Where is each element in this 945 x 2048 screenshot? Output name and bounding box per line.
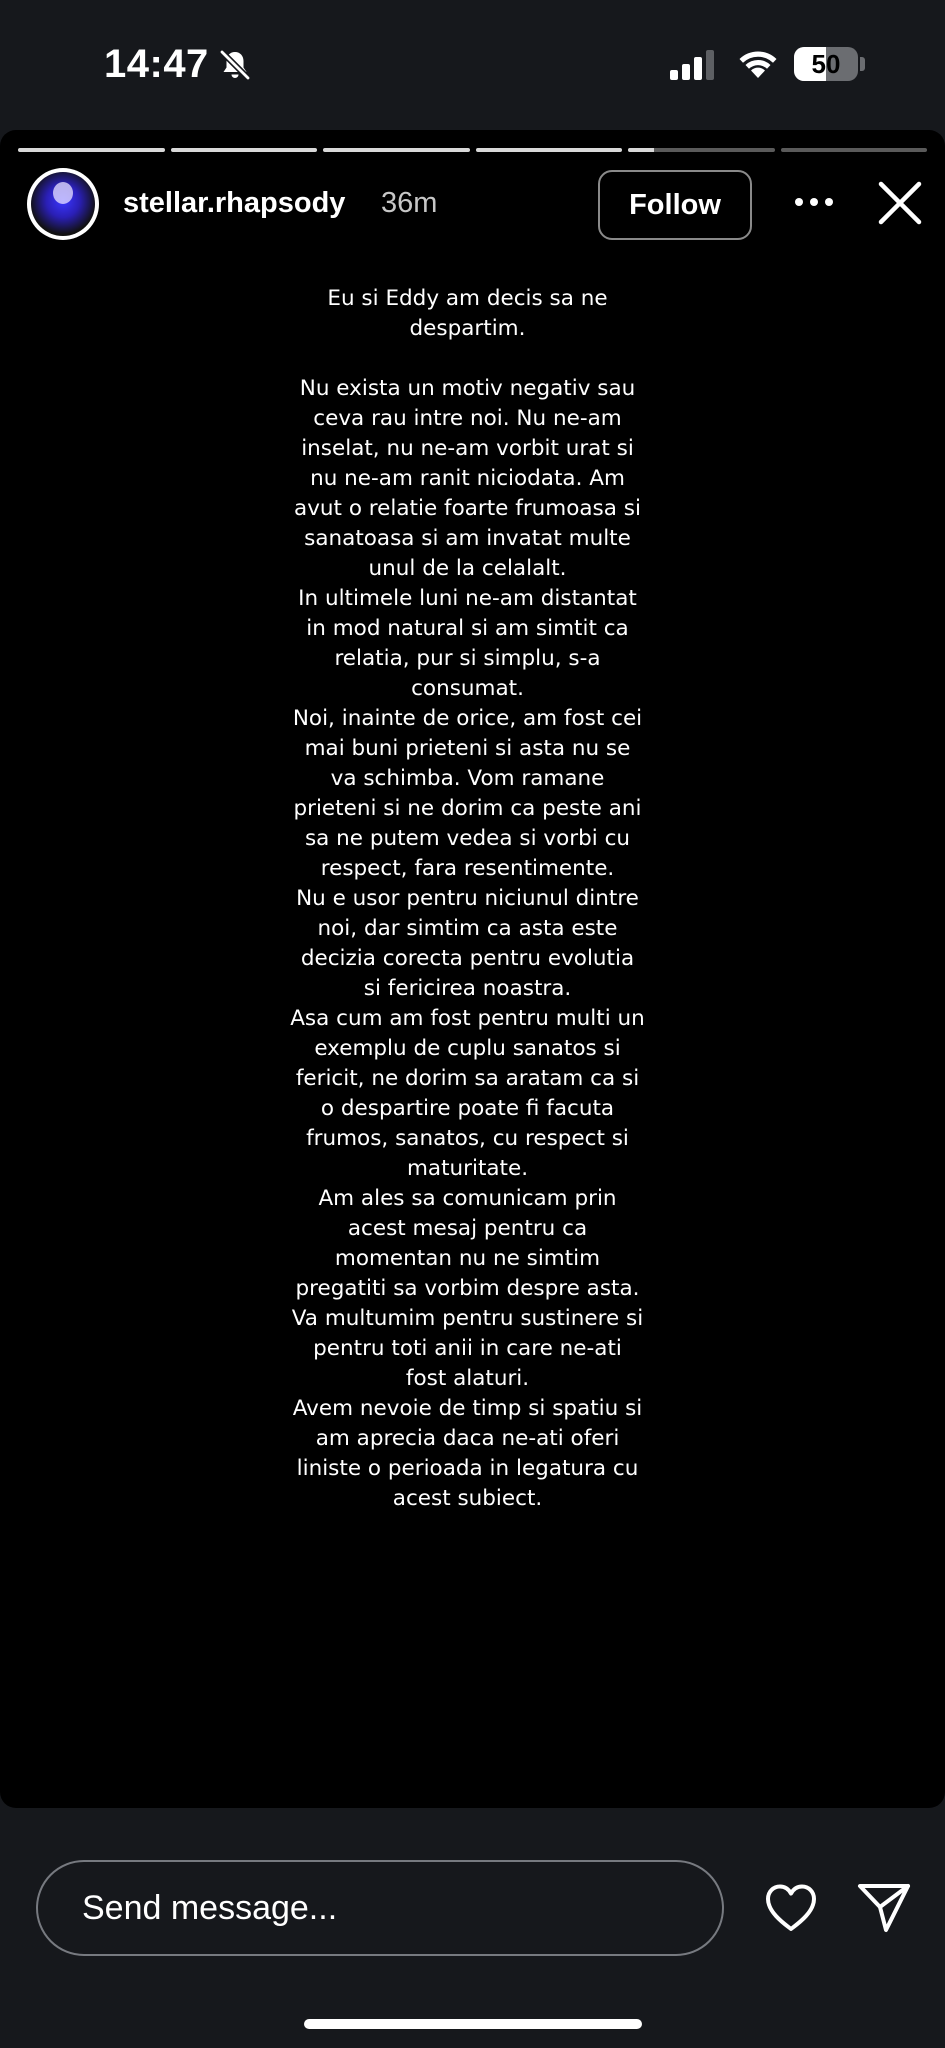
story-progress-segment (18, 148, 165, 152)
bell-slash-icon (218, 48, 252, 82)
status-bar (0, 0, 945, 128)
close-icon[interactable] (877, 180, 923, 226)
story-timestamp: 36m (381, 187, 438, 219)
story-progress-segment (781, 148, 928, 152)
story-progress-segment (171, 148, 318, 152)
story-progress-bar (18, 148, 927, 152)
wifi-icon (736, 46, 780, 80)
home-indicator (304, 2019, 642, 2029)
avatar-image (31, 172, 95, 236)
more-horizontal-icon[interactable] (794, 196, 834, 208)
cellular-signal-icon (670, 50, 718, 80)
avatar[interactable] (27, 168, 99, 240)
follow-button[interactable]: Follow (598, 170, 752, 240)
battery-level-text: 50 (811, 49, 841, 79)
battery-indicator (794, 47, 858, 81)
battery-tip (860, 57, 865, 71)
story-username[interactable]: stellar.rhapsody (123, 187, 346, 219)
story-progress-segment (628, 148, 775, 152)
story-text-content: Eu si Eddy am decis sa ne despartim. Nu exista un motiv negativ sau ceva rau intre noi. Nu ne-am inselat, nu ne-am vorbit urat si nu ne-am ranit niciodata. Am avut o relatie foarte frumoasa si sanatoasa si am invatat multe unul de la celalalt. In ultimele luni ne-am distantat in mod natural si am simtit ca relatia, pur si simplu, s-a consumat. Noi, inainte de orice, am fost cei mai buni prieteni si asta nu se va schimba. Vom ramane prieteni si ne dorim ca peste ani sa ne putem vedea si vorbi cu respect, fara resentimente. Nu e usor pentru niciunul dintre noi, dar simtim ca asta este decizia corecta pentru evolutia si fericirea noastra. Asa cum am fost pentru multi un exemplu de cuplu sanatos si fericit, ne dorim sa aratam ca si o despartire poate fi facuta frumos, sanatos, cu respect si maturitate. Am ales sa comunicam prin acest mesaj pentru ca momentan nu ne simtim pregatiti sa vorbim despre asta. Va multumim pentru sustinere si pentru toti anii in care ne-ati fost alaturi. Avem nevoie de timp si spatiu si am aprecia daca ne-ati oferi liniste o perioada in legatura cu acest subiect. (290, 286, 645, 1511)
heart-icon[interactable] (764, 1883, 818, 1933)
send-paper-plane-icon[interactable] (856, 1880, 912, 1934)
story-progress-segment (476, 148, 623, 152)
story-progress-segment (323, 148, 470, 152)
status-time: 14:47 (104, 42, 209, 86)
story-viewer[interactable] (0, 130, 945, 1808)
send-message-input[interactable]: Send message... (36, 1860, 724, 1956)
